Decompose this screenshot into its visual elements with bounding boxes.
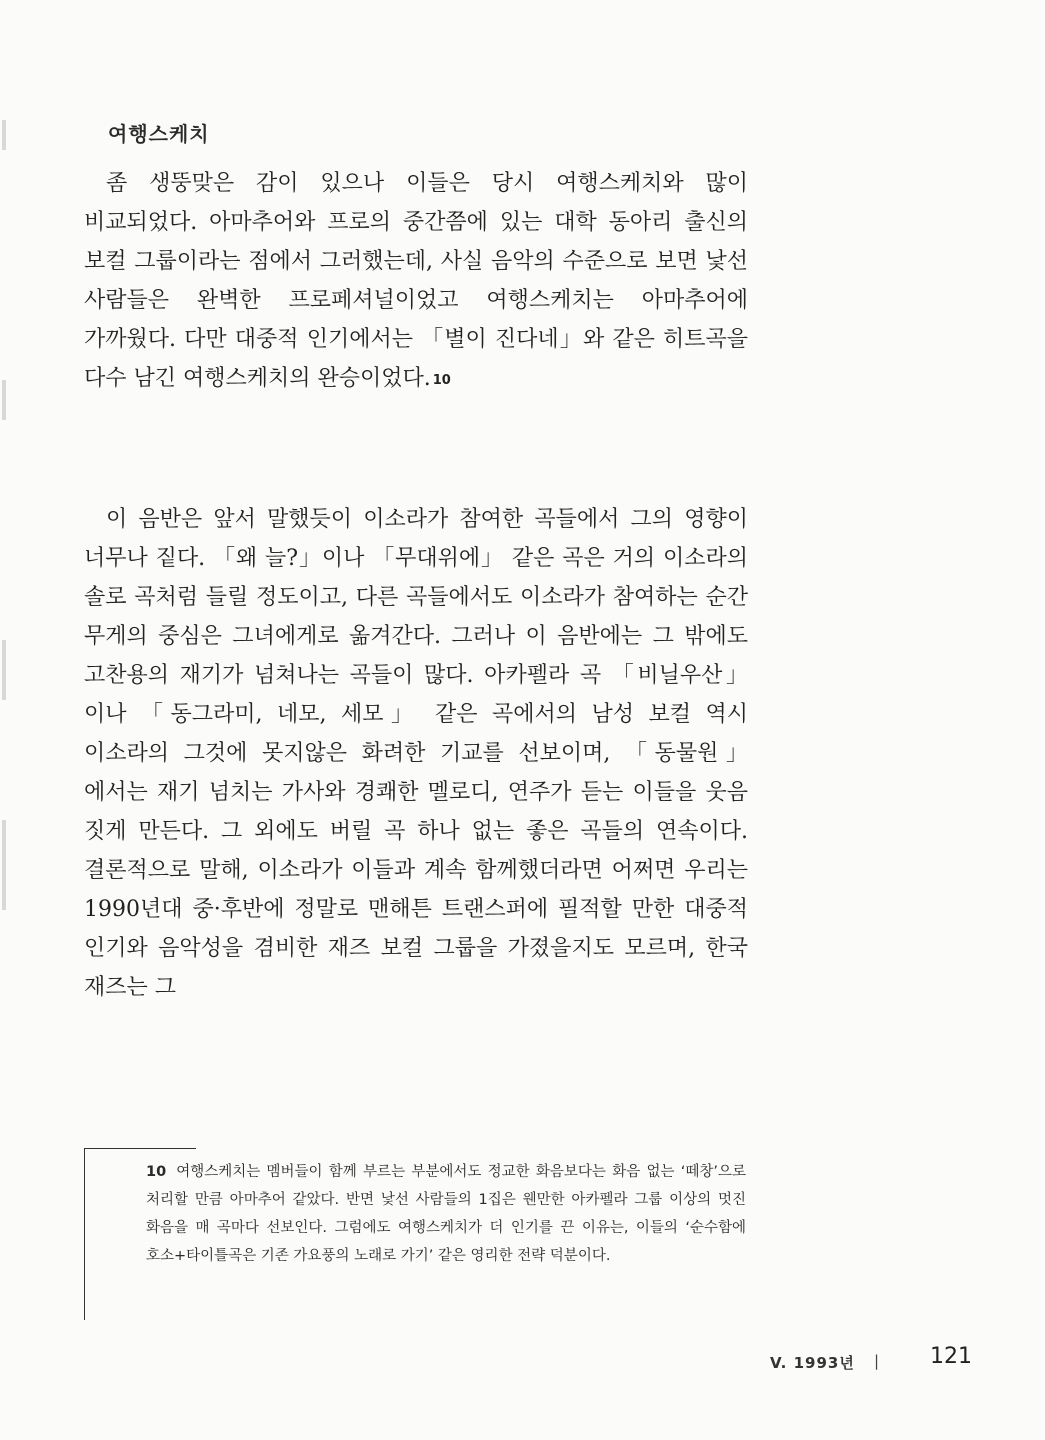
section-heading: 여행스케치 xyxy=(108,122,210,146)
body-paragraph-1 xyxy=(84,164,748,400)
footnote-text: 여행스케치는 멤버들이 함께 부르는 부분에서도 정교한 화음보다는 화음 없는 ‘떼창’으로 처리할 만큼 아마추어 같았다. 반면 낯선 사람들의 1집은 웬만한 아카펠라 그룹 이상의 멋진 화음을 매 곡마다 선보인다. 그럼에도 여행스케치가 더 인기를 끈 이유는, 이들의 ‘순수함에 호소+타이틀곡은 기존 가요풍의 노래로 가기’ 같은 영리한 전략 덕분이다. xyxy=(146,1164,746,1264)
page-edge-mark xyxy=(2,640,6,700)
footnote-bracket xyxy=(84,1148,85,1320)
footnote-rule xyxy=(84,1148,196,1149)
page-number: 121 xyxy=(930,1344,972,1369)
footnote xyxy=(146,1158,746,1270)
paragraph-2-text: 이 음반은 앞서 말했듯이 이소라가 참여한 곡들에서 그의 영향이 너무나 짙다. 「왜 늘?」이나 「무대위에」 같은 곡은 거의 이소라의 솔로 곡처럼 들릴 정도이고, 다른 곡들에서도 이소라가 참여하는 순간 무게의 중심은 그녀에게로 옮겨간다. 그러나 이 음반에는 그 밖에도 고찬용의 재기가 넘쳐나는 곡들이 많다. 아카펠라 곡 「비닐우산」이나 「동그라미, 네모, 세모」 같은 곡에서의 남성 보컬 역시 이소라의 그것에 못지않은 화려한 기교를 선보이며, 「동물원」에서는 재기 넘치는 가사와 경쾌한 멜로디, 연주가 듣는 이들을 웃음 짓게 만든다. 그 외에도 버릴 곡 하나 없는 좋은 곡들의 연속이다. 결론적으로 말해, 이소라가 이들과 계속 함께했더라면 어쩌면 우리는 1990년대 중·후반에 정말로 맨해튼 트랜스퍼에 필적할 만한 대중적 인기와 음악성을 겸비한 재즈 보컬 그룹을 가졌을지도 모르며, 한국 재즈는 그 xyxy=(84,507,748,1000)
footer-separator: | xyxy=(874,1352,880,1370)
footnote-number: 10 xyxy=(146,1164,167,1180)
paragraph-1-text: 좀 생뚱맞은 감이 있으나 이들은 당시 여행스케치와 많이 비교되었다. 아마추어와 프로의 중간쯤에 있는 대학 동아리 출신의 보컬 그룹이라는 점에서 그러했는데, 사실 음악의 수준으로 보면 낯선 사람들은 완벽한 프로페셔널이었고 여행스케치는 아마추어에 가까웠다. 다만 대중적 인기에서는 「별이 진다네」와 같은 히트곡을 다수 남긴 여행스케치의 완승이었다. xyxy=(84,171,748,391)
page-edge-mark xyxy=(2,820,6,910)
body-paragraph-2 xyxy=(84,500,748,1007)
footnote-reference[interactable]: 10 xyxy=(432,373,451,388)
running-title: V. 1993년 xyxy=(770,1354,855,1372)
page-edge-mark xyxy=(2,380,6,420)
page-edge-mark xyxy=(2,120,6,150)
